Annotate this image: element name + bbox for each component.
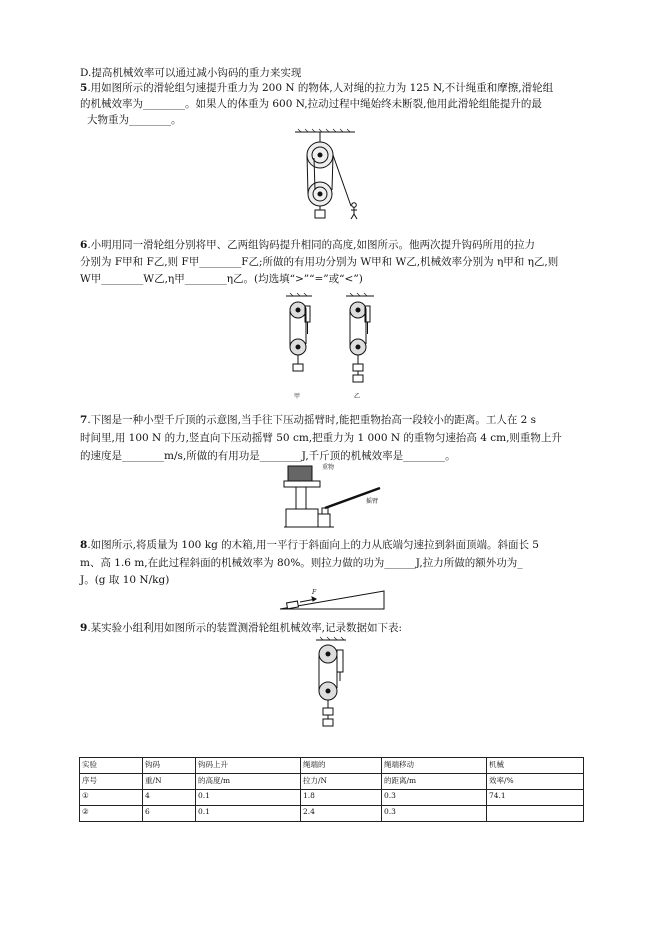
question-7-line-2: 时间里,用 100 N 的力,竖直向下压动摇臂 50 cm,把重力为 1 000 N 的重物匀速抬高 4 cm,则重物上升 (80, 432, 562, 444)
table-header-cell: 钩码上升 (196, 758, 301, 774)
table-cell: 0.3 (382, 806, 487, 822)
question-9-line-1 (80, 621, 580, 635)
pulley-scale-figure (314, 636, 354, 736)
table-cell: 1.8 (301, 790, 382, 806)
table-header-cell: 效率/% (487, 774, 584, 790)
question-5-line-3: 大物重为________。 (87, 114, 182, 126)
question-8-line-1 (80, 538, 580, 552)
table-header-cell: 的高度/m (196, 774, 301, 790)
table-header-row (80, 758, 584, 774)
question-7-line-3: 的速度是________m/s,所做的有用功是________J,千斤顶的机械效率是________。 (80, 450, 456, 462)
table-header-cell: 绳端的 (301, 758, 382, 774)
question-number: 6 (80, 239, 88, 251)
question-6-line-3: W甲________W乙,η甲________η乙。(均选填“>”“=”或“<”) (80, 273, 363, 285)
question-number: 8 (80, 539, 88, 551)
question-5-line-2: 的机械效率为________。如果人的体重为 600 N,拉动过程中绳始终未断裂,他用此滑轮组能提升的最 (80, 98, 542, 110)
question-6-line-2: 分别为 F甲和 F乙,则 F甲________F乙;所做的有用功分别为 W甲和 W乙,机械效率分别为 η甲和 η乙,则 (80, 256, 559, 268)
table-cell: 4 (143, 790, 196, 806)
question-8-line-3: J。(g 取 10 N/kg) (80, 574, 170, 586)
table-cell: 0.3 (382, 790, 487, 806)
table-row (80, 806, 584, 822)
label-yi: 乙 (354, 393, 361, 400)
question-number: 9 (80, 622, 88, 634)
table-cell: ① (80, 790, 143, 806)
question-8-text-1: .如图所示,将质量为 100 kg 的木箱,用一平行于斜面向上的力从底端匀速拉到斜面顶端。斜面长 5 (87, 539, 539, 551)
table-header-cell: 钩码 (143, 758, 196, 774)
question-5-line-1 (80, 81, 580, 95)
table-cell (487, 806, 584, 822)
table-cell: 0.1 (196, 790, 301, 806)
table-header-row (80, 774, 584, 790)
table-header-cell: 的距离/m (382, 774, 487, 790)
pulley-person-figure (293, 128, 373, 220)
table-cell: ② (80, 806, 143, 822)
incline-figure (278, 587, 388, 613)
question-7-text-1: .下图是一种小型千斤顶的示意图,当手往下压动摇臂时,能把重物抬高一段较小的距离。工人在 2 s (87, 414, 537, 426)
question-9-text-1: .某实验小组利用如图所示的装置测滑轮组机械效率,记录数据如下表: (87, 622, 403, 634)
table-header-cell: 序号 (80, 774, 143, 790)
table-row (80, 790, 584, 806)
label-jia: 甲 (294, 393, 301, 400)
question-number: 7 (80, 414, 88, 426)
question-6-text-1: .小明用同一滑轮组分别将甲、乙两组钩码提升相同的高度,如图所示。他两次提升钩码所用的拉力 (87, 239, 535, 251)
table-cell: 0.1 (196, 806, 301, 822)
table-header-cell: 拉力/N (301, 774, 382, 790)
table-header-cell: 实验 (80, 758, 143, 774)
question-8-line-2: m、高 1.6 m,在此过程斜面的机械效率为 80%。则拉力做的功为______J,拉力所做的额外功为_ (80, 557, 523, 569)
label-heavy-object: 重物 (322, 464, 335, 471)
question-5-text-1: .用如图所示的滑轮组匀速提升重力为 200 N 的物体,人对绳的拉力为 125 N,不计绳重和摩擦,滑轮组 (87, 82, 554, 94)
question-number: 5 (80, 82, 88, 94)
label-force: F (312, 589, 317, 596)
table-header-cell: 绳端移动 (382, 758, 487, 774)
pulley-pair-figure (282, 292, 382, 402)
table-header-cell: 重/N (143, 774, 196, 790)
label-arm: 摇臂 (366, 498, 379, 505)
table-cell: 2.4 (301, 806, 382, 822)
option-d-line: D.提高机械效率可以通过减小钩码的重力来实现 (80, 67, 302, 79)
data-table (79, 757, 584, 822)
table-header-cell: 机械 (487, 758, 584, 774)
question-6-line-1 (80, 238, 580, 252)
table-cell: 6 (143, 806, 196, 822)
table-cell: 74.1 (487, 790, 584, 806)
question-7-line-1 (80, 413, 580, 427)
